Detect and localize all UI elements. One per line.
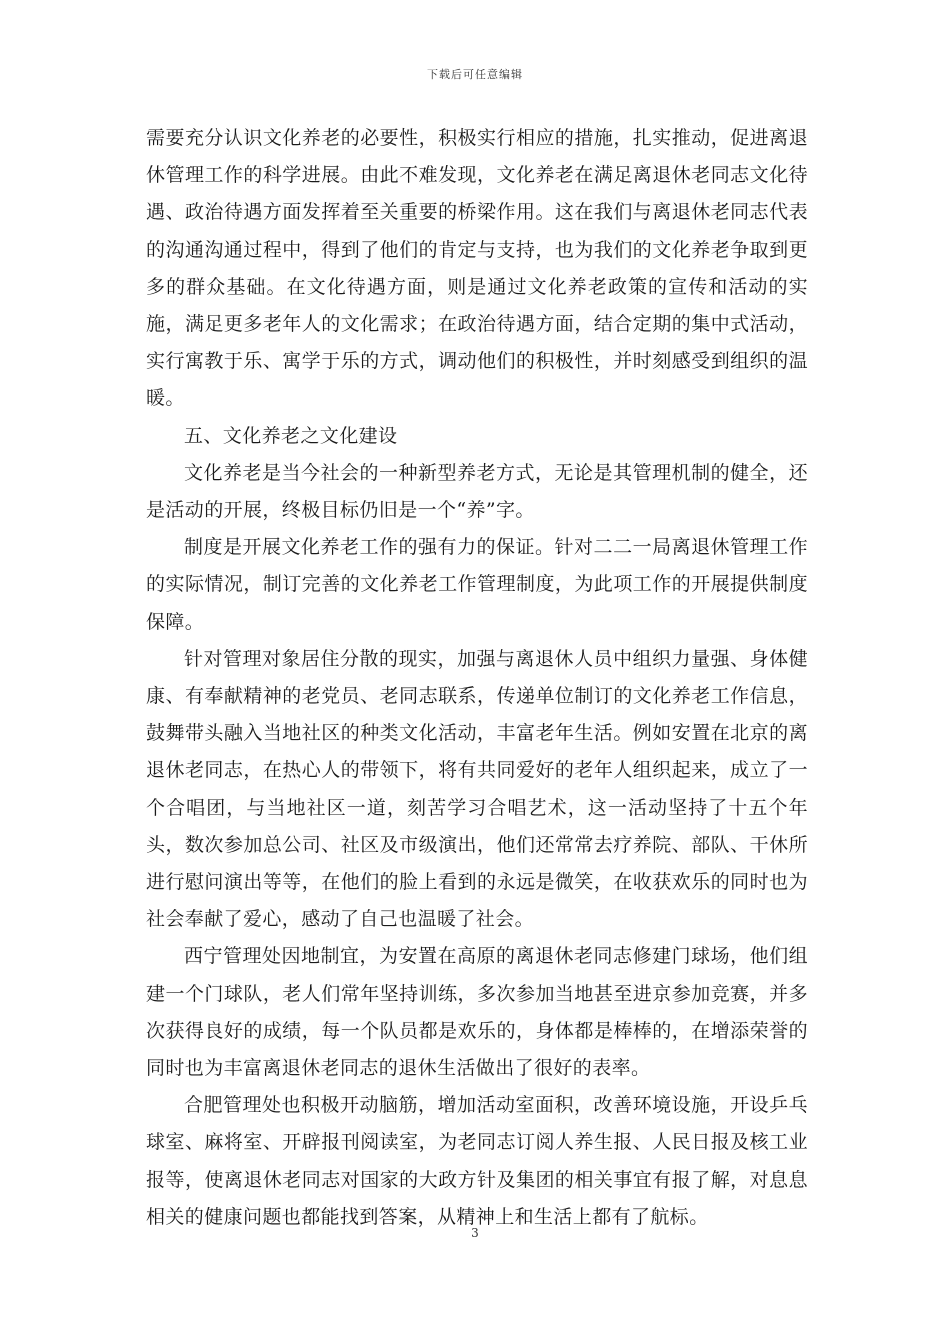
paragraph-continuation: 需要充分认识文化养老的必要性，积极实行相应的措施，扎实推动，促进离退休管理工作的科学进展。由此不难发现，文化养老在满足离退休老同志文化待遇、政治待遇方面发挥着至关重要的桥梁作用。这在我们与离退休老同志代表的沟通沟通过程中，得到了他们的肯定与支持，也为我们的文化养老争取到更多的群众基础。在文化待遇方面，则是通过文化养老政策的宣传和活动的实施，满足更多老年人的文化需求；在政治待遇方面，结合定期的集中式活动，实行寓教于乐、寓学于乐的方式，调动他们的积极性，并时刻感受到组织的温暖。	[146, 127, 808, 410]
section-heading: 五、文化养老之文化建设	[184, 424, 398, 447]
document-body	[146, 120, 808, 1236]
paragraph: 制度是开展文化养老工作的强有力的保证。针对二二一局离退休管理工作的实际情况，制订完善的文化养老工作管理制度，为此项工作的开展提供制度保障。	[146, 536, 808, 633]
page-header: 下载后可任意编辑	[427, 68, 523, 81]
page-number: 3	[471, 1226, 479, 1240]
paragraph: 合肥管理处也积极开动脑筋，增加活动室面积，改善环境设施，开设乒乓球室、麻将室、开辟报刊阅读室，为老同志订阅人养生报、人民日报及核工业报等，使离退休老同志对国家的大政方针及集团的相关事宜有报了解，对息息相关的健康问题也都能找到答案，从精神上和生活上都有了航标。	[146, 1094, 808, 1228]
paragraph: 针对管理对象居住分散的现实，加强与离退休人员中组织力量强、身体健康、有奉献精神的老党员、老同志联系，传递单位制订的文化养老工作信息，鼓舞带头融入当地社区的种类文化活动，丰富老年生活。例如安置在北京的离退休老同志，在热心人的带领下，将有共同爱好的老年人组织起来，成立了一个合唱团，与当地社区一道，刻苦学习合唱艺术，这一活动坚持了十五个年头，数次参加总公司、社区及市级演出，他们还常常去疗养院、部队、干休所进行慰问演出等等，在他们的脸上看到的永远是微笑，在收获欢乐的同时也为社会奉献了爱心，感动了自己也温暖了社会。	[146, 647, 808, 931]
paragraph: 西宁管理处因地制宜，为安置在高原的离退休老同志修建门球场，他们组建一个门球队，老人们常年坚持训练，多次参加当地甚至进京参加竞赛，并多次获得良好的成绩，每一个队员都是欢乐的，身体都是棒棒的，在增添荣誉的同时也为丰富离退休老同志的退休生活做出了很好的表率。	[146, 945, 808, 1080]
paragraph: 文化养老是当今社会的一种新型养老方式，无论是其管理机制的健全，还是活动的开展，终极目标仍旧是一个“养”字。	[146, 461, 808, 522]
